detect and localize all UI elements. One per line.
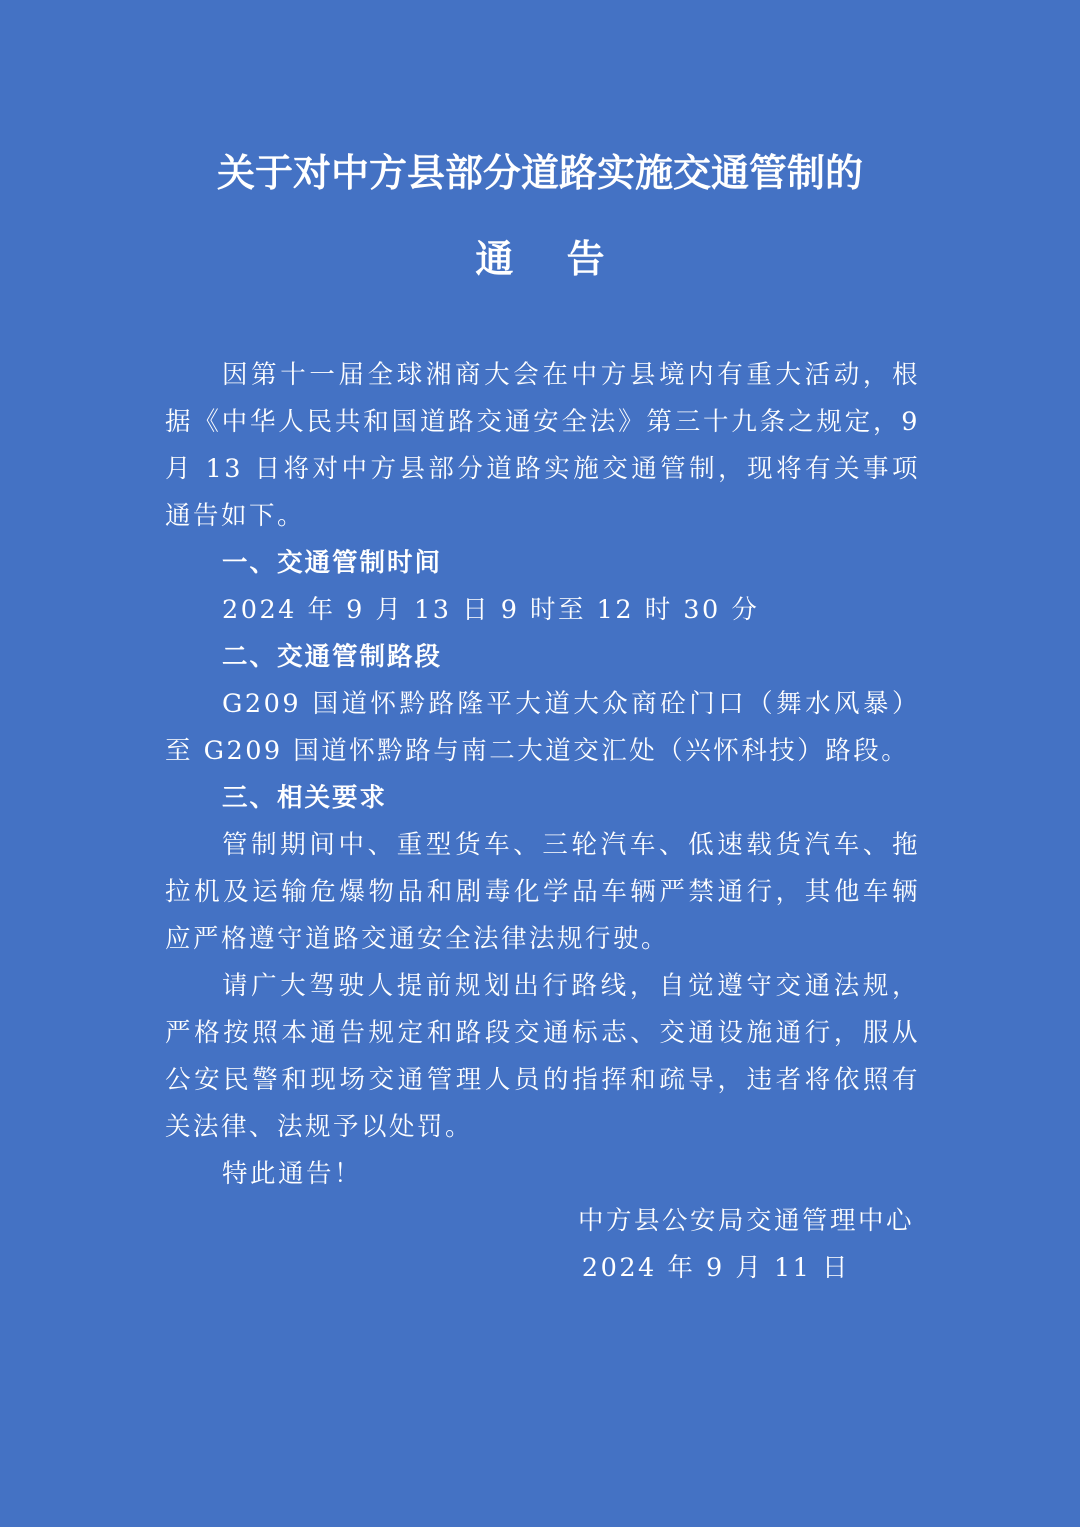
section-content-roads: G209 国道怀黔路隆平大道大众商砼门口（舞水风暴）至 G209 国道怀黔路与南二大道交汇处（兴怀科技）路段。	[165, 689, 920, 766]
requirements-paragraph-2: 请广大驾驶人提前规划出行路线，自觉遵守交通法规，严格按照本通告规定和路段交通标志、交通设施通行，服从公安民警和现场交通管理人员的指挥和疏导，违者将依照有关法律、法规予以处罚。	[165, 971, 920, 1142]
section-heading-roads: 二、交通管制路段	[222, 642, 443, 672]
closing-line: 特此通告！	[222, 1159, 363, 1189]
notice-title: 关于对中方县部分道路实施交通管制的	[216, 151, 863, 195]
section-heading-time: 一、交通管制时间	[222, 548, 443, 578]
signature-organization: 中方县公安局交通管理中心	[577, 1206, 914, 1236]
intro-paragraph: 因第十一届全球湘商大会在中方县境内有重大活动，根据《中华人民共和国道路交通安全法》第三十九条之规定，9 月 13 日将对中方县部分道路实施交通管制，现将有关事项通告如下。	[165, 360, 920, 531]
requirements-paragraph-1: 管制期间中、重型货车、三轮汽车、低速载货汽车、拖拉机及运输危爆物品和剧毒化学品车辆严禁通行，其他车辆应严格遵守道路交通安全法律法规行驶。	[165, 830, 920, 954]
notice-body	[165, 352, 920, 1292]
section-heading-requirements: 三、相关要求	[222, 783, 388, 813]
section-content-time: 2024 年 9 月 13 日 9 时至 12 时 30 分	[222, 595, 760, 625]
notice-subtitle: 通 告	[475, 237, 625, 281]
signature-date: 2024 年 9 月 11 日	[581, 1253, 850, 1283]
